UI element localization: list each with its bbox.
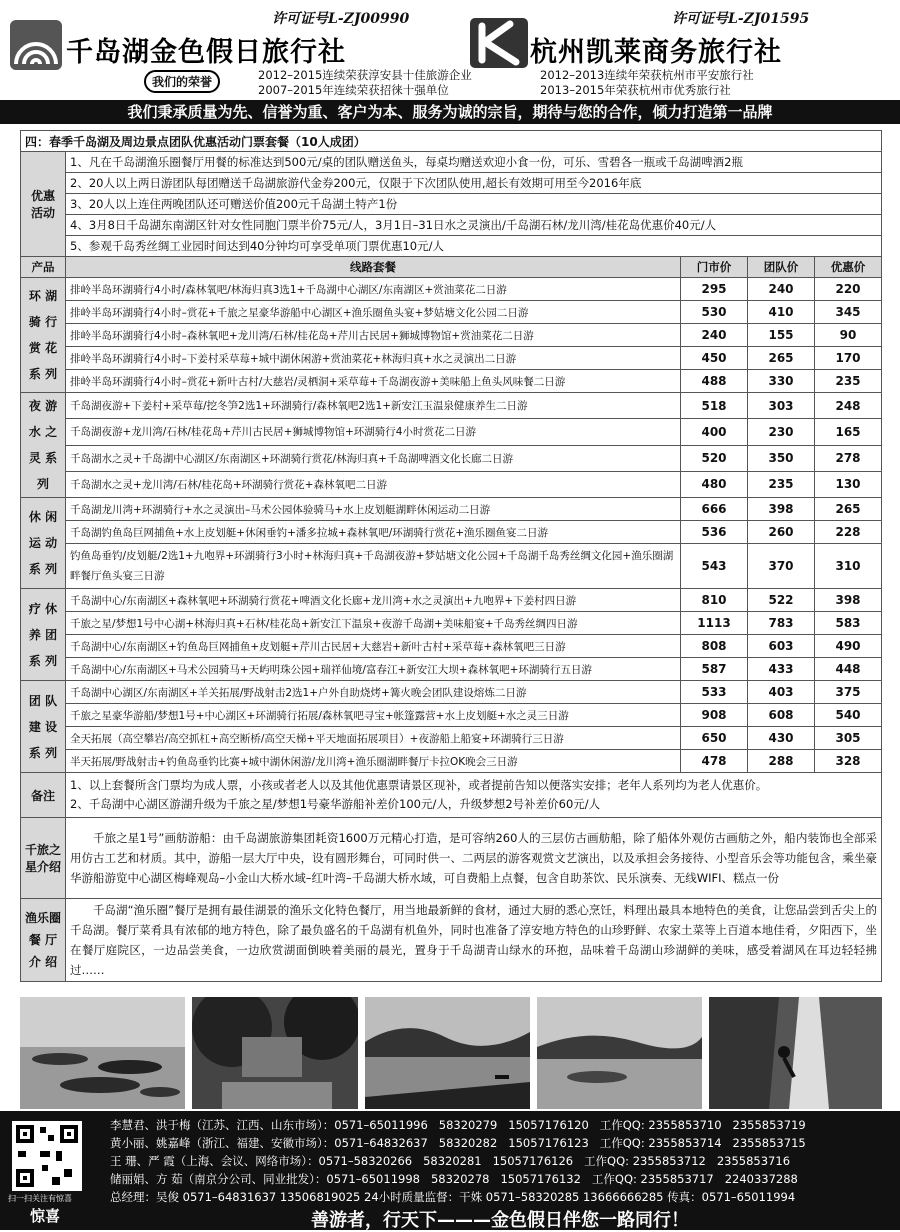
gate-price: 810 bbox=[681, 589, 748, 612]
gate-price: 1113 bbox=[681, 612, 748, 635]
route-text: 排岭半岛环湖骑行4小时–森林氧吧+龙川湾/石林/桂花岛+芹川古民居+狮城博物馆+赏油菜花二日游 bbox=[66, 324, 681, 347]
route-text: 千岛湖水之灵+龙川湾/石林/桂花岛+环湖骑行赏花+森林氧吧二日游 bbox=[66, 471, 681, 497]
gate-price: 480 bbox=[681, 471, 748, 497]
discount-price: 170 bbox=[815, 347, 882, 370]
remarks-label: 备注 bbox=[21, 773, 66, 818]
col-route: 线路套餐 bbox=[66, 257, 681, 278]
header bbox=[0, 0, 900, 100]
restaurant-label: 渔乐圈 餐 厅 介 绍 bbox=[21, 899, 66, 982]
group-price: 783 bbox=[748, 612, 815, 635]
promo-item: 2、20人以上两日游团队每团赠送千岛湖旅游代金券200元，仅限于下次团队使用,超长有效期可用至今2016年底 bbox=[66, 173, 882, 194]
gate-price: 520 bbox=[681, 445, 748, 471]
gate-price: 400 bbox=[681, 419, 748, 445]
footer-slogan: 善游者，行天下———金色假日伴您一路同行！ bbox=[311, 1210, 689, 1231]
promo-item: 1、凡在千岛湖渔乐圈餐厅用餐的标准达到500元/桌的团队赠送鱼头，每桌均赠送欢迎小食一份，可乐、雪碧各一瓶或千岛湖啤酒2瓶 bbox=[66, 152, 882, 173]
group-price: 230 bbox=[748, 419, 815, 445]
group-price: 403 bbox=[748, 681, 815, 704]
discount-price: 248 bbox=[815, 393, 882, 419]
discount-price: 375 bbox=[815, 681, 882, 704]
discount-price: 130 bbox=[815, 471, 882, 497]
route-text: 千岛湖中心湖区/东南湖区+羊关拓展/野战射击2选1+户外自助烧烤+篝火晚会团队建设熔炼二日游 bbox=[66, 681, 681, 704]
group-price: 370 bbox=[748, 544, 815, 589]
promo-item: 3、20人以上连住两晚团队还可赠送价值200元千岛湖土特产1份 bbox=[66, 194, 882, 215]
category-night-tour: 夜 游 水 之 灵 系 列 bbox=[21, 393, 66, 498]
gate-price: 808 bbox=[681, 635, 748, 658]
route-text: 排岭半岛环湖骑行4小时–赏花+千旅之星豪华游船中心湖区+渔乐圈鱼头宴+梦姑塘文化公园二日游 bbox=[66, 301, 681, 324]
qr-code-icon[interactable] bbox=[12, 1121, 82, 1191]
gate-price: 533 bbox=[681, 681, 748, 704]
group-price: 410 bbox=[748, 301, 815, 324]
group-price: 303 bbox=[748, 393, 815, 419]
group-price: 430 bbox=[748, 727, 815, 750]
group-price: 260 bbox=[748, 521, 815, 544]
gate-price: 543 bbox=[681, 544, 748, 589]
contact-row: 黄小丽、姚嘉峰（浙江、福建、安徽市场）：0571–64832637 58320282 15057176123 工作QQ: 2355853714 2355853715 bbox=[110, 1136, 806, 1150]
photo-strip bbox=[20, 997, 882, 1109]
honor-3: 2007–2015年连续荣获招徕十强单位 bbox=[258, 83, 449, 97]
company-logo-left-icon bbox=[10, 20, 62, 70]
route-text: 排岭半岛环湖骑行4小时–赏花+新叶古村/大慈岩/灵栖洞+采草莓+千岛湖夜游+美味船上鱼头风味餐二日游 bbox=[66, 370, 681, 393]
route-text: 排岭半岛环湖骑行4小时–下姜村采草莓+城中湖休闲游+赏油菜花+林海归真+水之灵演出二日游 bbox=[66, 347, 681, 370]
gate-price: 478 bbox=[681, 750, 748, 773]
route-text: 钓鱼岛垂钓/皮划艇/2选1+九咆界+环湖骑行3小时+林海归真+千岛湖夜游+梦姑塘文化公园+千岛湖千岛秀丝绸文化园+渔乐圈湖畔餐厅鱼头宴三日游 bbox=[66, 544, 681, 589]
route-text: 半天拓展/野战射击+钓鱼岛垂钓比赛+城中湖休闲游/龙川湾+渔乐圈湖畔餐厅卡拉OK晚会三日游 bbox=[66, 750, 681, 773]
slogan-banner: 我们秉承质量为先、信誉为重、客户为本、服务为诚的宗旨，期待与您的合作，倾力打造第一品牌 bbox=[0, 100, 900, 124]
promo-item: 4、3月8日千岛湖东南湖区针对女性同胞门票半价75元/人，3月1日–31日水之灵演出/千岛湖石林/龙川湾/桂花岛优惠价40元/人 bbox=[66, 215, 882, 236]
discount-price: 583 bbox=[815, 612, 882, 635]
lake-view-photo bbox=[537, 997, 702, 1109]
manager-contact: 总经理：吴俊 0571–64831637 13506819025 24小时质量监督：干姝 0571–58320285 13666666285 传真：0571–65011994 bbox=[110, 1190, 796, 1204]
discount-price: 265 bbox=[815, 498, 882, 521]
honor-1: 2012–2015连续荣获淳安县十佳旅游企业 bbox=[258, 68, 472, 82]
col-group-price: 团队价 bbox=[748, 257, 815, 278]
group-price: 288 bbox=[748, 750, 815, 773]
col-gate-price: 门市价 bbox=[681, 257, 748, 278]
gate-price: 536 bbox=[681, 521, 748, 544]
qr-caption: 扫一扫关注有惊喜 bbox=[8, 1194, 72, 1203]
boat-lake-photo bbox=[365, 997, 530, 1109]
contact-row: 王 珊、严 霞（上海、会议、网络市场）：0571–58320266 58320281 15057176126 工作QQ: 2355853712 2355853716 bbox=[110, 1154, 791, 1168]
honor-2: 2012–2013连续年荣获杭州市平安旅行社 bbox=[540, 68, 754, 82]
gate-price: 240 bbox=[681, 324, 748, 347]
group-price: 522 bbox=[748, 589, 815, 612]
discount-price: 305 bbox=[815, 727, 882, 750]
gate-price: 295 bbox=[681, 278, 748, 301]
company-name-left: 千岛湖金色假日旅行社 bbox=[66, 37, 346, 68]
boat-description: 千旅之星1号”画舫游船：由千岛湖旅游集团耗资1600万元精心打造，是可容纳260人的三层仿古画舫船，除了船体外观仿古画舫之外，船内装饰也全部采用仿古工艺和材质。其中，游船一层大厅中央，设有圆形舞台，可同时供一、二两层的游客观赏文艺演出，以及承担会务接待、小型音乐会等功能包含，乘坐豪华游船游览中心湖区梅峰观岛–小金山大桥水域–红叶湾–千岛湖大桥水域，可自费船上点餐，包含自助茶饮、民乐演奏、无线WIFI、糕点一份 bbox=[66, 818, 882, 899]
remark-line: 1、以上套餐所含门票均为成人票，小孩或者老人以及其他优惠票请景区现补，或者提前告知以便落实安排；老年人系列均为老人优惠价。 bbox=[70, 778, 768, 792]
group-price: 608 bbox=[748, 704, 815, 727]
group-price: 240 bbox=[748, 278, 815, 301]
route-text: 千岛湖夜游+下姜村+采草莓/挖冬笋2选1+环湖骑行/森林氧吧2选1+新安江玉温泉健康养生二日游 bbox=[66, 393, 681, 419]
ancient-village-photo bbox=[192, 997, 358, 1109]
group-price: 235 bbox=[748, 471, 815, 497]
license-left: 许可证号L-ZJ00990 bbox=[272, 11, 410, 27]
gate-price: 518 bbox=[681, 393, 748, 419]
gate-price: 530 bbox=[681, 301, 748, 324]
group-price: 433 bbox=[748, 658, 815, 681]
group-price: 155 bbox=[748, 324, 815, 347]
route-text: 千岛湖中心/东南湖区+森林氧吧+环湖骑行赏花+啤酒文化长廊+龙川湾+水之灵演出+九咆界+下姜村四日游 bbox=[66, 589, 681, 612]
group-price: 265 bbox=[748, 347, 815, 370]
waterfall-rappel-photo bbox=[709, 997, 882, 1109]
discount-price: 328 bbox=[815, 750, 882, 773]
remark-line: 2、千岛湖中心湖区游湖升级为千旅之星/梦想1号豪华游船补差价100元/人，升级梦想2号补差价60元/人 bbox=[70, 797, 601, 811]
company-name-right: 杭州凯莱商务旅行社 bbox=[530, 37, 782, 68]
gate-price: 488 bbox=[681, 370, 748, 393]
col-product: 产品 bbox=[21, 257, 66, 278]
route-text: 千岛湖中心/东南湖区+马术公园骑马+天屿明珠公园+瑞祥仙境/富春江+新安江大坝+森林氧吧+环湖骑行五日游 bbox=[66, 658, 681, 681]
route-table bbox=[20, 130, 882, 982]
footer bbox=[0, 1111, 900, 1230]
company-logo-right-icon bbox=[470, 18, 528, 68]
discount-price: 345 bbox=[815, 301, 882, 324]
discount-price: 165 bbox=[815, 419, 882, 445]
route-text: 千岛湖中心/东南湖区+钓鱼岛巨网捕鱼+皮划艇+芹川古民居+大慈岩+新叶古村+采草莓+森林氧吧三日游 bbox=[66, 635, 681, 658]
discount-price: 490 bbox=[815, 635, 882, 658]
honor-4: 2013–2015年荣获杭州市优秀旅行社 bbox=[540, 83, 731, 97]
route-text: 千岛湖水之灵+千岛湖中心湖区/东南湖区+环湖骑行赏花/林海归真+千岛湖啤酒文化长廊二日游 bbox=[66, 445, 681, 471]
discount-price: 540 bbox=[815, 704, 882, 727]
gate-price: 666 bbox=[681, 498, 748, 521]
discount-price: 448 bbox=[815, 658, 882, 681]
discount-price: 278 bbox=[815, 445, 882, 471]
group-price: 350 bbox=[748, 445, 815, 471]
boat-label: 千旅之 星介绍 bbox=[21, 818, 66, 899]
brand-name: 惊喜 bbox=[30, 1207, 61, 1225]
restaurant-description: 千岛湖“渔乐圈”餐厅是拥有最佳湖景的渔乐文化特色餐厅，用当地最新鲜的食材，通过大厨的悉心烹饪，料理出最具本地特色的美食，让您品尝到舌尖上的千岛湖。餐厅菜肴具有浓郁的地方特色，除了最负盛名的千岛湖有机鱼外，同时也准备了淳安地方特色的山珍野鲜、农家土菜等上百道本地佳肴，夕阳西下，坐在餐厅庭院区，一边品尝美食，一边欣赏湖面倒映着美丽的晨光，置身于千岛湖青山绿水的环抱，品味着千岛湖山珍湖鲜的美味，感受着湖风在耳边轻轻拂过…… bbox=[66, 899, 882, 982]
category-team-building: 团 队 建 设 系 列 bbox=[21, 681, 66, 773]
route-text: 千岛湖夜游+龙川湾/石林/桂花岛+芹川古民居+狮城博物馆+环湖骑行4小时赏花二日游 bbox=[66, 419, 681, 445]
gate-price: 450 bbox=[681, 347, 748, 370]
contact-row: 李慧君、洪于梅（江苏、江西、山东市场）：0571–65011996 58320279 15057176120 工作QQ: 2355853710 2355853719 bbox=[110, 1118, 806, 1132]
contact-row: 储丽娟、方 茹（南京分公司、同业批发）：0571–65011998 58320278 15057176132 工作QQ: 2355853717 2240337288 bbox=[110, 1172, 798, 1186]
license-right: 许可证号L-ZJ01595 bbox=[672, 11, 810, 27]
group-price: 603 bbox=[748, 635, 815, 658]
route-text: 排岭半岛环湖骑行4小时/森林氧吧/林海归真3选1+千岛湖中心湖区/东南湖区+赏油菜花二日游 bbox=[66, 278, 681, 301]
route-text: 千岛湖钓鱼岛巨网捕鱼+水上皮划艇+休闲垂钓+潘多拉城+森林氧吧/环湖骑行赏花+渔乐圈鱼宴二日游 bbox=[66, 521, 681, 544]
gate-price: 587 bbox=[681, 658, 748, 681]
discount-price: 398 bbox=[815, 589, 882, 612]
promo-label: 优惠 活动 bbox=[21, 152, 66, 257]
remarks-body bbox=[66, 773, 882, 818]
section-title: 四：春季千岛湖及周边景点团队优惠活动门票套餐（10人成团） bbox=[21, 131, 882, 152]
col-discount-price: 优惠价 bbox=[815, 257, 882, 278]
honor-badge: 我们的荣誉 bbox=[144, 70, 220, 93]
discount-price: 228 bbox=[815, 521, 882, 544]
category-leisure-sport: 休 闲 运 动 系 列 bbox=[21, 498, 66, 589]
route-text: 全天拓展（高空攀岩/高空抓杠+高空断桥/高空天梯+平天地面拓展项目）+夜游船上船宴+环湖骑行三日游 bbox=[66, 727, 681, 750]
category-cycling: 环 湖 骑 行 赏 花 系 列 bbox=[21, 278, 66, 393]
promo-item: 5、参观千岛秀丝绸工业园时间达到40分钟均可享受单项门票优惠10元/人 bbox=[66, 236, 882, 257]
lake-islands-photo bbox=[20, 997, 185, 1109]
discount-price: 310 bbox=[815, 544, 882, 589]
category-recuperation: 疗 休 养 团 系 列 bbox=[21, 589, 66, 681]
group-price: 330 bbox=[748, 370, 815, 393]
route-text: 千旅之星/梦想1号中心湖+林海归真+石林/桂花岛+新安江下温泉+夜游千岛湖+美味船宴+千岛秀丝绸四日游 bbox=[66, 612, 681, 635]
discount-price: 235 bbox=[815, 370, 882, 393]
group-price: 398 bbox=[748, 498, 815, 521]
gate-price: 908 bbox=[681, 704, 748, 727]
gate-price: 650 bbox=[681, 727, 748, 750]
route-text: 千岛湖龙川湾+环湖骑行+水之灵演出–马术公园体验骑马+水上皮划艇湖畔休闲运动二日游 bbox=[66, 498, 681, 521]
discount-price: 220 bbox=[815, 278, 882, 301]
route-text: 千旅之星豪华游船/梦想1号+中心湖区+环湖骑行拓展/森林氧吧寻宝+帐篷露营+水上皮划艇+水之灵三日游 bbox=[66, 704, 681, 727]
discount-price: 90 bbox=[815, 324, 882, 347]
